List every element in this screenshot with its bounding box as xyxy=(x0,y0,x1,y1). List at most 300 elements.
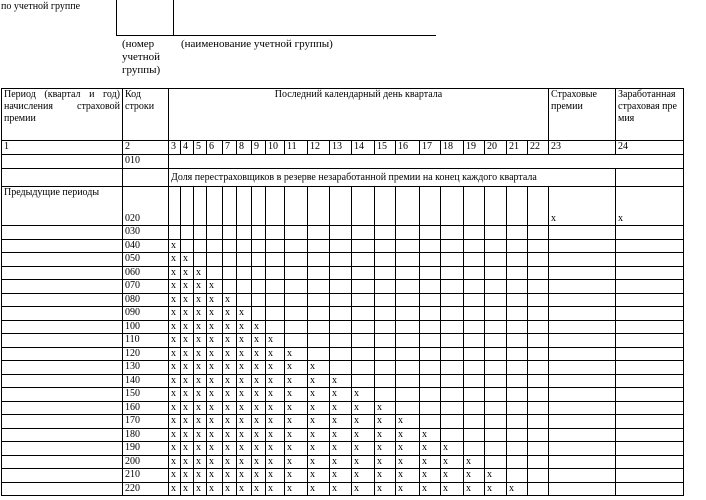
x-mark-cell: x xyxy=(169,293,181,307)
x-mark-cell: x xyxy=(375,482,396,496)
value-cell xyxy=(420,334,441,348)
row-020-cell xyxy=(237,187,252,226)
previous-periods-label: Предыдущие периоды xyxy=(2,187,123,226)
row-code: 050 xyxy=(123,253,169,267)
value-cell xyxy=(352,293,375,307)
value-cell xyxy=(507,428,528,442)
group-number-box xyxy=(116,0,174,36)
value-cell xyxy=(266,320,285,334)
x-mark-cell: x xyxy=(308,361,330,375)
value-cell xyxy=(441,226,464,240)
value-cell xyxy=(507,455,528,469)
x-mark-cell: x xyxy=(223,388,237,402)
x-mark-cell: x xyxy=(181,253,194,267)
row-020-cell xyxy=(308,187,330,226)
value-cell xyxy=(616,253,684,267)
x-mark-cell: x xyxy=(308,388,330,402)
value-cell xyxy=(528,307,549,321)
x-mark-cell: x xyxy=(330,442,352,456)
x-mark-cell: x xyxy=(169,428,181,442)
x-mark-cell: x xyxy=(266,374,285,388)
value-cell xyxy=(420,374,441,388)
x-mark-cell: x xyxy=(237,374,252,388)
x-mark-cell: x xyxy=(330,401,352,415)
value-cell xyxy=(194,226,207,240)
row-020-cell xyxy=(420,187,441,226)
value-cell xyxy=(266,280,285,294)
value-cell xyxy=(464,334,485,348)
value-cell xyxy=(308,293,330,307)
table-row xyxy=(2,253,684,267)
x-mark-cell: x xyxy=(252,374,266,388)
value-cell xyxy=(507,361,528,375)
period-cell xyxy=(2,334,123,348)
group-name-caption: (наименование учетной группы) xyxy=(181,38,333,50)
x-mark-cell: x xyxy=(237,415,252,429)
period-cell xyxy=(2,455,123,469)
value-cell xyxy=(352,239,375,253)
x-mark-cell: x xyxy=(181,388,194,402)
x-mark-cell: x xyxy=(181,374,194,388)
x-mark-cell: x xyxy=(252,442,266,456)
value-cell xyxy=(252,266,266,280)
x-mark-cell: x xyxy=(285,401,308,415)
x-mark-cell: x xyxy=(207,455,223,469)
x-mark-cell: x xyxy=(181,469,194,483)
value-cell xyxy=(549,226,616,240)
x-mark-cell: x xyxy=(420,482,441,496)
value-cell xyxy=(441,307,464,321)
value-cell xyxy=(616,239,684,253)
row-020-cell xyxy=(396,187,420,226)
x-mark-cell: x xyxy=(169,334,181,348)
table-row xyxy=(2,347,684,361)
row-code: 060 xyxy=(123,266,169,280)
value-cell xyxy=(464,293,485,307)
value-cell xyxy=(464,253,485,267)
value-cell xyxy=(352,253,375,267)
value-cell xyxy=(549,374,616,388)
x-mark-cell: x xyxy=(266,334,285,348)
column-number-9: 9 xyxy=(252,141,266,155)
period-cell xyxy=(2,482,123,496)
value-cell xyxy=(375,293,396,307)
value-cell xyxy=(308,307,330,321)
value-cell xyxy=(464,442,485,456)
x-mark-cell: x xyxy=(237,401,252,415)
value-cell xyxy=(616,415,684,429)
value-cell xyxy=(252,280,266,294)
value-cell xyxy=(485,293,507,307)
x-mark-cell: x xyxy=(396,428,420,442)
x-mark-cell: x xyxy=(252,469,266,483)
x-mark-cell: x xyxy=(181,293,194,307)
value-cell xyxy=(464,280,485,294)
value-cell xyxy=(485,442,507,456)
value-cell xyxy=(330,320,352,334)
x-mark-cell: x xyxy=(223,455,237,469)
value-cell xyxy=(528,361,549,375)
value-cell xyxy=(352,334,375,348)
x-mark-cell: x xyxy=(285,469,308,483)
row-code: 080 xyxy=(123,293,169,307)
value-cell xyxy=(375,239,396,253)
value-cell xyxy=(441,374,464,388)
x-mark-cell: x xyxy=(169,442,181,456)
value-cell xyxy=(375,307,396,321)
row-020-cell xyxy=(485,187,507,226)
x-mark-cell: x xyxy=(464,455,485,469)
value-cell xyxy=(237,266,252,280)
value-cell xyxy=(549,388,616,402)
value-cell xyxy=(464,266,485,280)
x-mark-cell: x xyxy=(266,442,285,456)
row-code: 220 xyxy=(123,482,169,496)
value-cell xyxy=(616,307,684,321)
group-number-caption: (номер учетной группы) xyxy=(122,38,161,76)
column-number-24: 24 xyxy=(616,141,684,155)
value-cell xyxy=(352,226,375,240)
row-code: 130 xyxy=(123,361,169,375)
row-code: 210 xyxy=(123,469,169,483)
x-mark-cell: x xyxy=(252,347,266,361)
x-mark-cell: x xyxy=(223,428,237,442)
x-mark-cell: x xyxy=(223,334,237,348)
x-mark-cell: x xyxy=(507,482,528,496)
value-cell xyxy=(330,334,352,348)
value-cell xyxy=(375,226,396,240)
value-cell xyxy=(252,253,266,267)
value-cell xyxy=(396,401,420,415)
value-cell xyxy=(252,293,266,307)
x-mark-cell: x xyxy=(266,347,285,361)
x-mark-cell: x xyxy=(181,347,194,361)
value-cell xyxy=(330,347,352,361)
column-number-21: 21 xyxy=(507,141,528,155)
period-cell xyxy=(2,239,123,253)
value-cell xyxy=(507,239,528,253)
value-cell xyxy=(194,253,207,267)
value-cell xyxy=(308,266,330,280)
column-number-13: 13 xyxy=(330,141,352,155)
x-mark-cell: x xyxy=(169,253,181,267)
column-number-6: 6 xyxy=(207,141,223,155)
x-mark-cell: x xyxy=(181,401,194,415)
x-mark-cell: x xyxy=(223,469,237,483)
x-mark-cell: x xyxy=(194,361,207,375)
x-mark-cell: x xyxy=(223,361,237,375)
value-cell xyxy=(549,293,616,307)
value-cell xyxy=(396,266,420,280)
value-cell xyxy=(285,239,308,253)
period-cell xyxy=(2,293,123,307)
x-mark-cell: x xyxy=(207,428,223,442)
x-mark-cell: x xyxy=(169,320,181,334)
x-mark-cell: x xyxy=(207,401,223,415)
value-cell xyxy=(549,428,616,442)
period-cell xyxy=(2,253,123,267)
value-cell xyxy=(528,266,549,280)
x-mark-cell: x xyxy=(330,455,352,469)
value-cell xyxy=(616,266,684,280)
value-cell xyxy=(330,307,352,321)
value-cell xyxy=(352,266,375,280)
row-code: 160 xyxy=(123,401,169,415)
x-mark-cell: x xyxy=(252,334,266,348)
x-mark-cell: x xyxy=(194,455,207,469)
x-mark-cell: x xyxy=(266,455,285,469)
value-cell xyxy=(330,226,352,240)
value-cell xyxy=(237,226,252,240)
table-row xyxy=(2,415,684,429)
earned-premium-header-text: Заработанная страховая премия xyxy=(618,89,677,124)
x-mark-cell: x xyxy=(223,374,237,388)
value-cell xyxy=(528,482,549,496)
value-cell xyxy=(252,307,266,321)
row-010-empty-span xyxy=(169,155,684,169)
row-020-cell xyxy=(169,187,181,226)
value-cell xyxy=(464,226,485,240)
row-code: 070 xyxy=(123,280,169,294)
x-mark-cell: x xyxy=(308,374,330,388)
value-cell xyxy=(528,280,549,294)
column-number-11: 11 xyxy=(285,141,308,155)
x-mark-cell: x xyxy=(352,415,375,429)
value-cell xyxy=(330,253,352,267)
value-cell xyxy=(308,347,330,361)
row-020-code: 020 xyxy=(123,187,169,226)
value-cell xyxy=(352,374,375,388)
row-020-cell xyxy=(207,187,223,226)
value-cell xyxy=(528,428,549,442)
x-mark-cell: x xyxy=(237,469,252,483)
table-row xyxy=(2,239,684,253)
table-header-row xyxy=(2,89,684,141)
value-cell xyxy=(464,428,485,442)
group-name-underline xyxy=(173,35,436,36)
value-cell xyxy=(616,469,684,483)
x-mark-cell: x xyxy=(252,388,266,402)
value-cell xyxy=(485,361,507,375)
row-020-cell xyxy=(352,187,375,226)
period-cell xyxy=(2,374,123,388)
row-020-cell xyxy=(441,187,464,226)
table-row xyxy=(2,226,684,240)
x-mark-cell: x xyxy=(330,415,352,429)
value-cell xyxy=(330,293,352,307)
row-code: 170 xyxy=(123,415,169,429)
x-mark-cell: x xyxy=(352,388,375,402)
x-mark-cell: x xyxy=(169,401,181,415)
value-cell xyxy=(420,388,441,402)
value-cell xyxy=(308,320,330,334)
x-mark-cell: x xyxy=(237,442,252,456)
value-cell xyxy=(169,226,181,240)
value-cell xyxy=(507,253,528,267)
value-cell xyxy=(375,253,396,267)
period-cell xyxy=(2,361,123,375)
x-mark-cell: x xyxy=(330,388,352,402)
value-cell xyxy=(308,253,330,267)
row-020-cell xyxy=(464,187,485,226)
value-cell xyxy=(352,347,375,361)
x-mark-cell: x xyxy=(308,442,330,456)
x-mark-cell: x xyxy=(285,455,308,469)
value-cell xyxy=(464,307,485,321)
x-mark-cell: x xyxy=(194,347,207,361)
period-cell xyxy=(2,226,123,240)
x-mark-cell: x xyxy=(396,455,420,469)
value-cell xyxy=(420,307,441,321)
period-cell xyxy=(2,307,123,321)
x-mark-cell: x xyxy=(181,415,194,429)
column-number-10: 10 xyxy=(266,141,285,155)
value-cell xyxy=(616,226,684,240)
value-cell xyxy=(223,266,237,280)
value-cell xyxy=(485,334,507,348)
share-caption-code-empty xyxy=(123,169,169,187)
value-cell xyxy=(396,334,420,348)
value-cell xyxy=(285,307,308,321)
x-mark-cell: x xyxy=(485,482,507,496)
value-cell xyxy=(420,415,441,429)
x-mark-cell: x xyxy=(252,415,266,429)
period-cell xyxy=(2,401,123,415)
value-cell xyxy=(308,334,330,348)
x-mark-cell: x xyxy=(223,482,237,496)
value-cell xyxy=(528,347,549,361)
value-cell xyxy=(464,415,485,429)
x-mark-cell: x xyxy=(207,469,223,483)
x-mark-cell: x xyxy=(285,442,308,456)
value-cell xyxy=(528,374,549,388)
value-cell xyxy=(507,226,528,240)
column-number-18: 18 xyxy=(441,141,464,155)
value-cell xyxy=(528,253,549,267)
x-mark-cell: x xyxy=(237,347,252,361)
value-cell xyxy=(616,401,684,415)
value-cell xyxy=(507,415,528,429)
value-cell xyxy=(507,320,528,334)
value-cell xyxy=(352,280,375,294)
value-cell xyxy=(507,469,528,483)
row-020-earned-x: x xyxy=(616,187,684,226)
value-cell xyxy=(375,388,396,402)
reinsurance-share-table xyxy=(1,88,684,496)
value-cell xyxy=(464,239,485,253)
x-mark-cell: x xyxy=(308,482,330,496)
x-mark-cell: x xyxy=(352,401,375,415)
row-code: 200 xyxy=(123,455,169,469)
x-mark-cell: x xyxy=(420,428,441,442)
table-row xyxy=(2,361,684,375)
value-cell xyxy=(330,361,352,375)
column-number-17: 17 xyxy=(420,141,441,155)
code-column-header: Код строки xyxy=(123,89,169,141)
column-number-8: 8 xyxy=(237,141,252,155)
value-cell xyxy=(616,388,684,402)
table-row-020 xyxy=(2,187,684,226)
premiums-column-header: Страховые премии xyxy=(549,89,616,141)
x-mark-cell: x xyxy=(207,280,223,294)
value-cell xyxy=(616,374,684,388)
value-cell xyxy=(507,374,528,388)
value-cell xyxy=(507,266,528,280)
value-cell xyxy=(420,253,441,267)
value-cell xyxy=(285,320,308,334)
value-cell xyxy=(616,347,684,361)
value-cell xyxy=(441,401,464,415)
value-cell xyxy=(549,455,616,469)
column-number-19: 19 xyxy=(464,141,485,155)
x-mark-cell: x xyxy=(237,428,252,442)
period-cell xyxy=(2,415,123,429)
x-mark-cell: x xyxy=(194,280,207,294)
value-cell xyxy=(223,239,237,253)
table-row-010 xyxy=(2,155,684,169)
x-mark-cell: x xyxy=(194,374,207,388)
value-cell xyxy=(616,482,684,496)
x-mark-cell: x xyxy=(375,469,396,483)
value-cell xyxy=(441,415,464,429)
value-cell xyxy=(396,307,420,321)
value-cell xyxy=(441,266,464,280)
value-cell xyxy=(616,320,684,334)
x-mark-cell: x xyxy=(207,307,223,321)
value-cell xyxy=(485,374,507,388)
value-cell xyxy=(464,320,485,334)
x-mark-cell: x xyxy=(207,361,223,375)
x-mark-cell: x xyxy=(223,442,237,456)
x-mark-cell: x xyxy=(237,482,252,496)
x-mark-cell: x xyxy=(375,442,396,456)
x-mark-cell: x xyxy=(266,428,285,442)
column-number-5: 5 xyxy=(194,141,207,155)
value-cell xyxy=(237,280,252,294)
row-code: 030 xyxy=(123,226,169,240)
value-cell xyxy=(549,253,616,267)
x-mark-cell: x xyxy=(396,482,420,496)
value-cell xyxy=(464,361,485,375)
x-mark-cell: x xyxy=(181,455,194,469)
x-mark-cell: x xyxy=(252,401,266,415)
x-mark-cell: x xyxy=(420,455,441,469)
x-mark-cell: x xyxy=(237,361,252,375)
column-number-15: 15 xyxy=(375,141,396,155)
x-mark-cell: x xyxy=(375,428,396,442)
value-cell xyxy=(420,347,441,361)
value-cell xyxy=(528,388,549,402)
value-cell xyxy=(485,388,507,402)
value-cell xyxy=(396,253,420,267)
x-mark-cell: x xyxy=(266,388,285,402)
x-mark-cell: x xyxy=(308,428,330,442)
group-caption: по учетной группе xyxy=(1,1,81,12)
column-number-16: 16 xyxy=(396,141,420,155)
value-cell xyxy=(237,293,252,307)
value-cell xyxy=(223,226,237,240)
period-cell xyxy=(2,280,123,294)
share-caption-left-empty xyxy=(2,169,123,187)
value-cell xyxy=(420,361,441,375)
x-mark-cell: x xyxy=(207,415,223,429)
x-mark-cell: x xyxy=(375,401,396,415)
value-cell xyxy=(441,361,464,375)
x-mark-cell: x xyxy=(181,307,194,321)
value-cell xyxy=(616,361,684,375)
value-cell xyxy=(375,266,396,280)
value-cell xyxy=(396,347,420,361)
